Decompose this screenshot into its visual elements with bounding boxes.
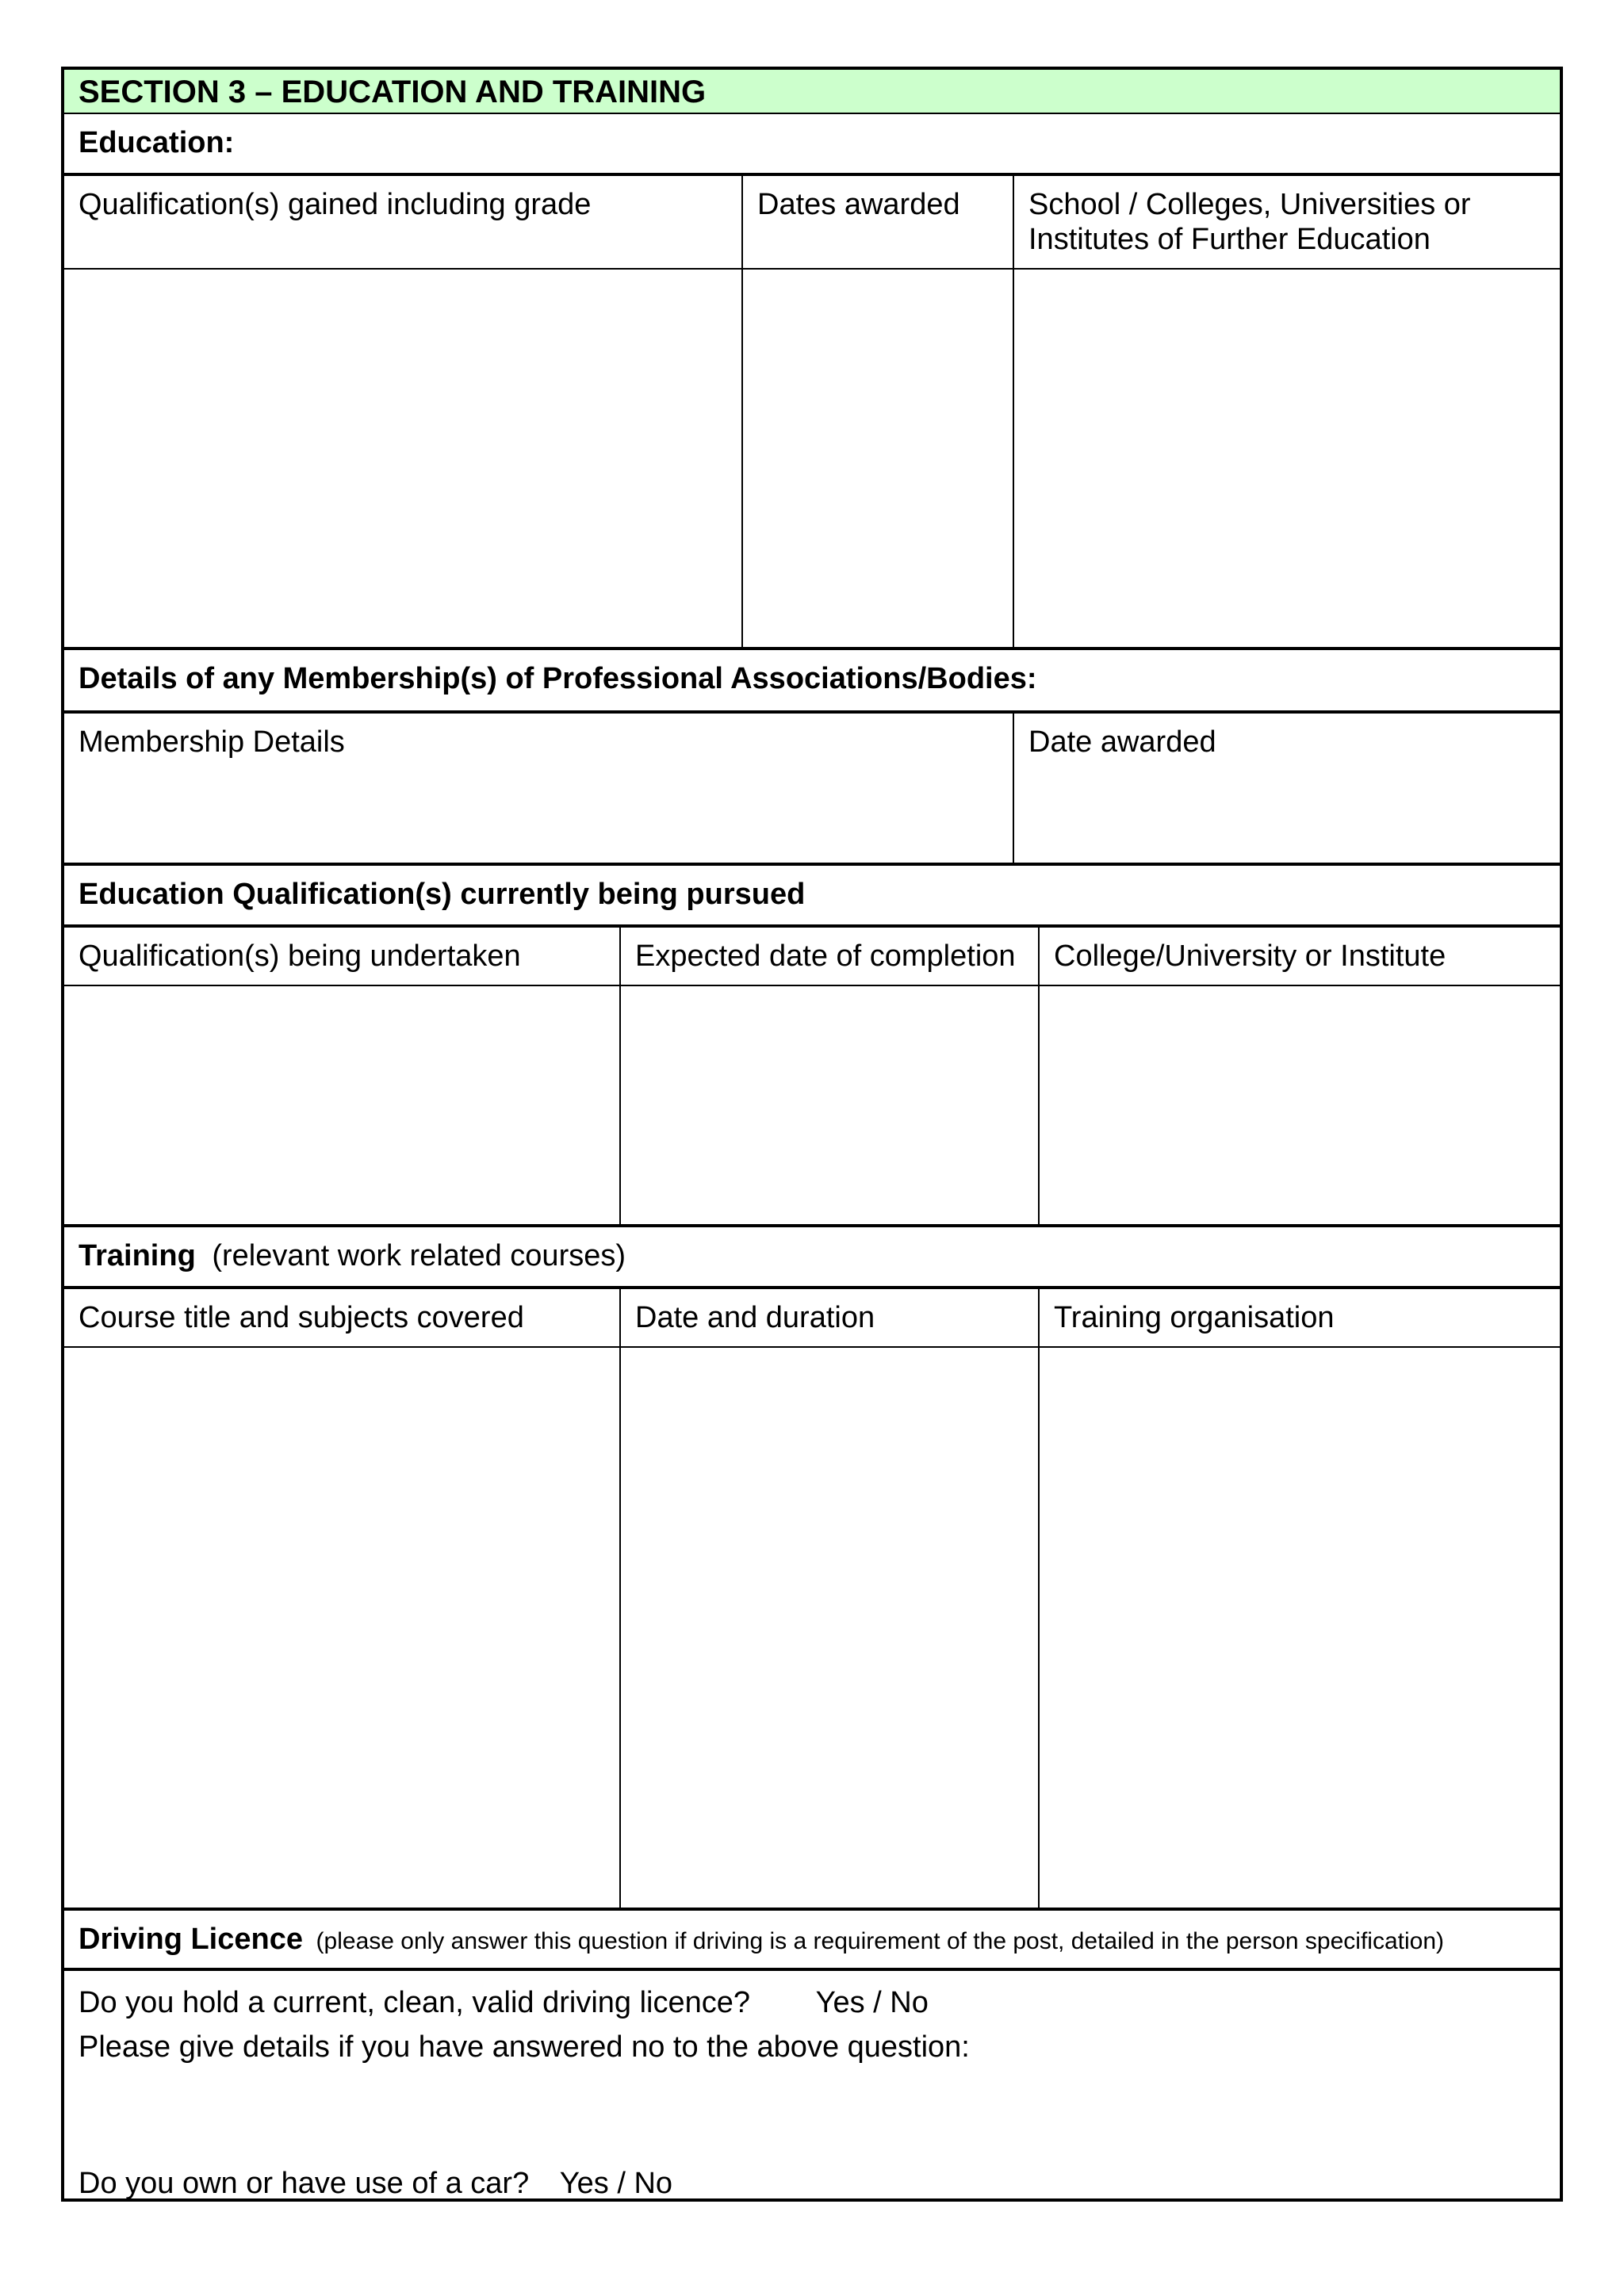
training-col-organisation: Training organisation bbox=[1054, 1301, 1335, 1334]
pursued-col-completion: Expected date of completion bbox=[621, 928, 1040, 985]
education-institution-input[interactable] bbox=[1014, 270, 1560, 647]
driving-car-options[interactable]: Yes / No bbox=[559, 2167, 673, 2200]
driving-details-input[interactable] bbox=[79, 2074, 1545, 2153]
driving-heading-cell bbox=[64, 1911, 1560, 1968]
driving-heading-note: (please only answer this question if driving is a requirement of the post, detailed in the person specification) bbox=[316, 1928, 1444, 1954]
pursued-institution-input[interactable] bbox=[1040, 986, 1560, 1224]
pursued-completion-input[interactable] bbox=[621, 986, 1040, 1224]
training-col-date: Date and duration bbox=[621, 1289, 1040, 1346]
pursued-heading: Education Qualification(s) currently being pursued bbox=[79, 878, 806, 911]
education-qualification-input[interactable] bbox=[64, 270, 743, 647]
membership-details-field[interactable] bbox=[64, 714, 1014, 863]
membership-date-field[interactable] bbox=[1014, 714, 1560, 863]
pursued-column-headers bbox=[64, 928, 1560, 986]
training-course-input[interactable] bbox=[64, 1348, 621, 1908]
training-heading-cell bbox=[64, 1227, 1560, 1286]
training-heading-note: (relevant work related courses) bbox=[212, 1239, 626, 1272]
education-column-headers bbox=[64, 176, 1560, 270]
pursued-entry-row bbox=[64, 986, 1560, 1227]
training-heading-row bbox=[64, 1227, 1560, 1289]
training-date-input[interactable] bbox=[621, 1348, 1040, 1908]
training-col-course: Course title and subjects covered bbox=[64, 1289, 621, 1346]
education-dates-input[interactable] bbox=[743, 270, 1014, 647]
membership-row bbox=[64, 714, 1560, 866]
pursued-qualification-input[interactable] bbox=[64, 986, 621, 1224]
driving-question-details: Please give details if you have answered no to the above question: bbox=[79, 2030, 970, 2064]
education-entry-row bbox=[64, 270, 1560, 650]
membership-heading-row bbox=[64, 650, 1560, 714]
training-heading: Training bbox=[79, 1239, 196, 1272]
driving-heading-row bbox=[64, 1911, 1560, 1971]
education-heading-row bbox=[64, 114, 1560, 176]
section-title-bar bbox=[64, 70, 1560, 114]
education-col-dates: Dates awarded bbox=[743, 176, 1014, 268]
membership-date-label: Date awarded bbox=[1028, 725, 1216, 759]
section-title: SECTION 3 – EDUCATION AND TRAINING bbox=[79, 75, 707, 109]
driving-question-car bbox=[79, 2166, 672, 2201]
training-column-headers bbox=[64, 1289, 1560, 1348]
pursued-col-qualification: Qualification(s) being undertaken bbox=[64, 928, 621, 985]
driving-questions-area bbox=[64, 1971, 1560, 2198]
education-training-form bbox=[61, 67, 1563, 2202]
pursued-col-institution: College/University or Institute bbox=[1054, 939, 1446, 973]
training-organisation-input[interactable] bbox=[1040, 1348, 1560, 1908]
driving-heading: Driving Licence bbox=[79, 1923, 303, 1956]
education-heading: Education: bbox=[79, 126, 235, 159]
pursued-heading-row bbox=[64, 866, 1560, 928]
membership-heading: Details of any Membership(s) of Professional Associations/Bodies: bbox=[79, 662, 1037, 695]
driving-question-licence bbox=[79, 1985, 929, 2020]
membership-details-label: Membership Details bbox=[79, 725, 345, 759]
education-col-institution: School / Colleges, Universities or Institutes of Further Education bbox=[1028, 188, 1471, 256]
driving-question-car-text: Do you own or have use of a car? bbox=[79, 2167, 530, 2200]
driving-question-licence-text: Do you hold a current, clean, valid driving licence? bbox=[79, 1986, 751, 2019]
education-col-qualification: Qualification(s) gained including grade bbox=[64, 176, 743, 268]
driving-licence-options[interactable]: Yes / No bbox=[815, 1986, 929, 2019]
training-entry-row bbox=[64, 1348, 1560, 1911]
